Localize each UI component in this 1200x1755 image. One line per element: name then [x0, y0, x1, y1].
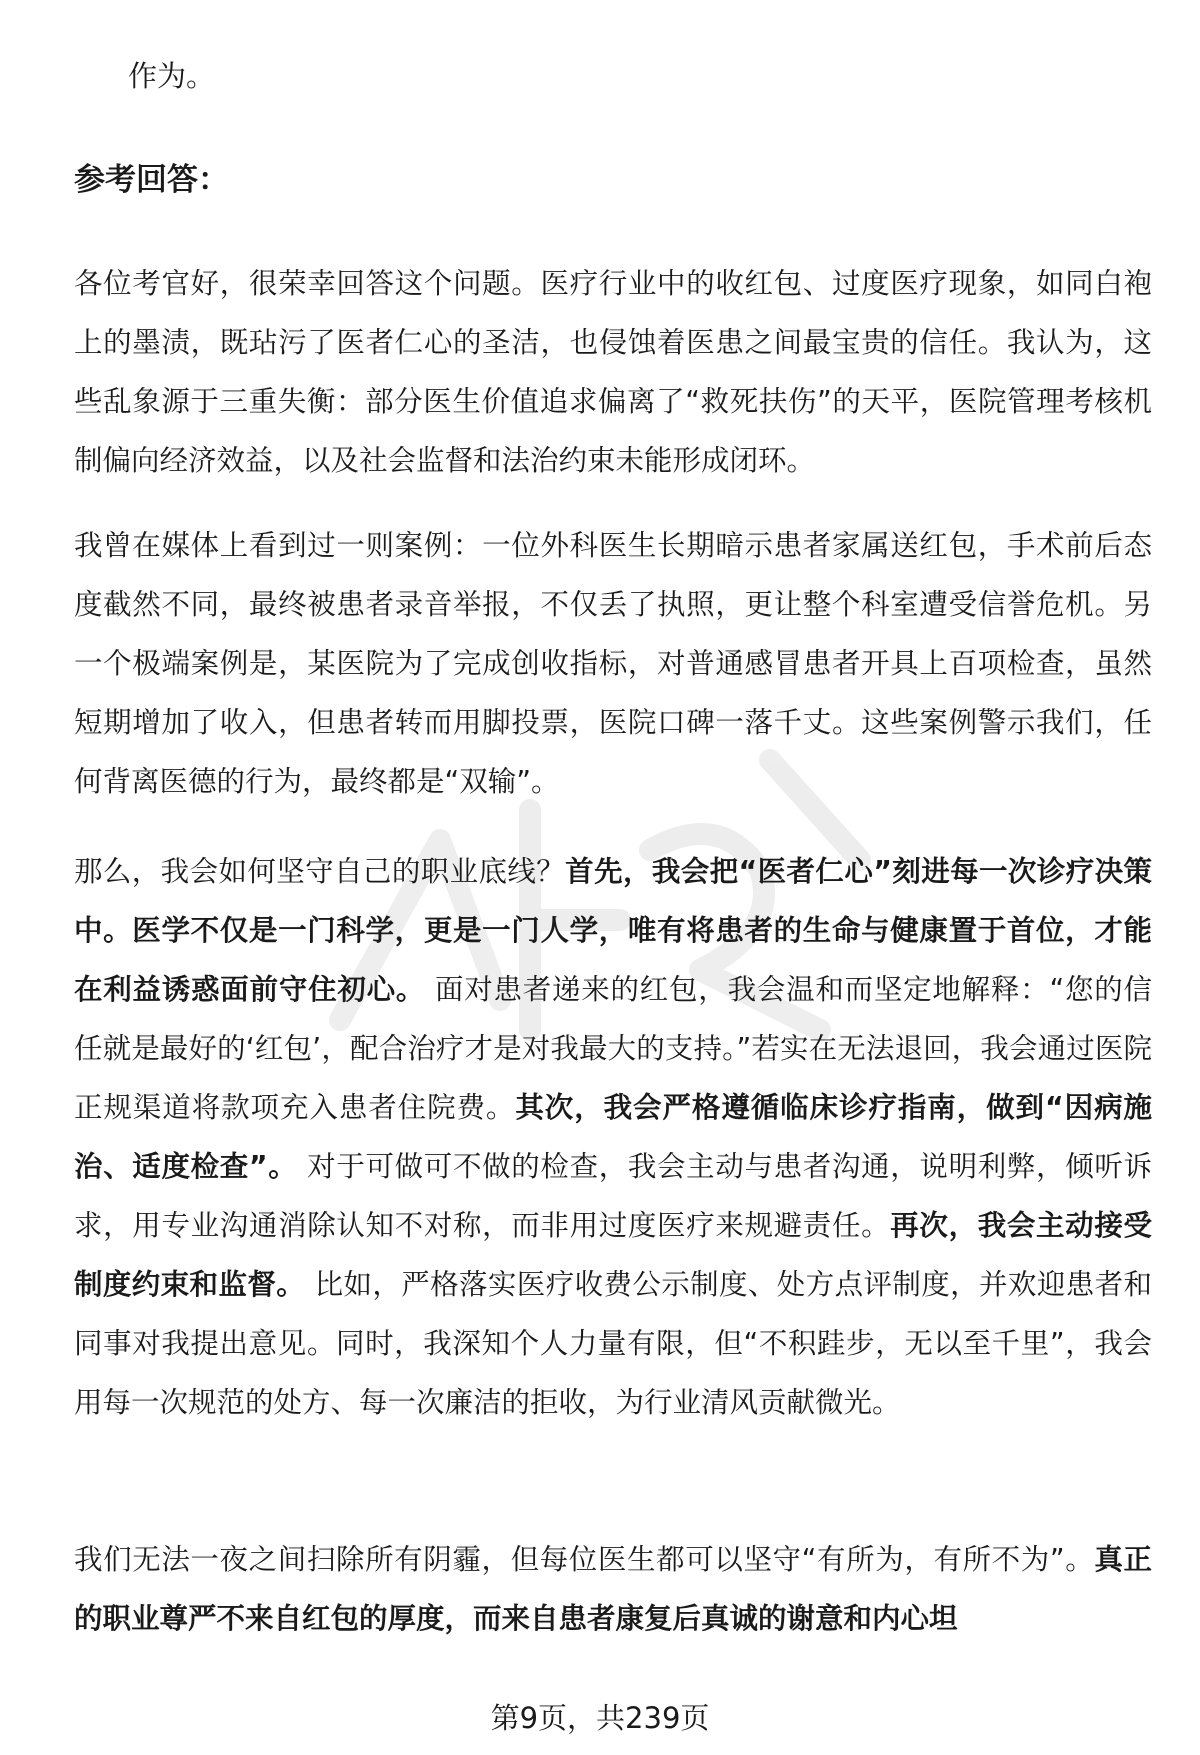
bold-point-first: 首先，我会把“医者仁心”刻进每一次诊疗决策中。医学不仅是一门科学，更是一门人学，唯有将患者的生命与健康置于首位，才能在利益诱惑面前守住初心。 — [74, 855, 1152, 1006]
bold-point-second: 其次，我会严格遵循临床诊疗指南，做到“因病施治、适度检查”。 — [74, 1091, 1152, 1183]
paragraph-text: 比如，严格落实医疗收费公示制度、处方点评制度，并欢迎患者和同事对我提出意见。同时，我深知个人力量有限，但“不积跬步，无以至千里”，我会用每一次规范的处方、每一次廉洁的拒收，为行业清风贡献微光。 — [74, 1268, 1152, 1419]
answer-paragraph-conclusion — [74, 1530, 1152, 1648]
answer-paragraph-intro: 各位考官好，很荣幸回答这个问题。医疗行业中的收红包、过度医疗现象，如同白袍上的墨渍，既玷污了医者仁心的圣洁，也侵蚀着医患之间最宝贵的信任。我认为，这些乱象源于三重失衡：部分医生价值追求偏离了“救死扶伤”的天平，医院管理考核机制偏向经济效益，以及社会监督和法治约束未能形成闭环。 — [74, 267, 1152, 477]
paragraph-text: 那么，我会如何坚守自己的职业底线？ — [74, 855, 566, 888]
answer-paragraph-actions — [74, 842, 1152, 1432]
bold-conclusion: 真正的职业尊严不来自红包的厚度，而来自患者康复后真诚的谢意和内心坦 — [74, 1543, 1152, 1635]
paragraph-text: 对于可做可不做的检查，我会主动与患者沟通，说明利弊，倾听诉求，用专业沟通消除认知不对称，而非用过度医疗来规避责任。 — [74, 1150, 1153, 1242]
page-number-footer: 第9页，共239页 — [490, 1701, 710, 1735]
bold-point-third: 再次，我会主动接受制度约束和监督。 — [74, 1209, 1152, 1301]
paragraph-text: 面对患者递来的红包，我会温和而坚定地解释：“您的信任就是最好的‘红包’，配合治疗才是对我最大的支持。”若实在无法退回，我会通过医院正规渠道将款项充入患者住院费。 — [74, 973, 1152, 1124]
continuation-text: 作为。 — [128, 59, 216, 93]
answer-paragraph-cases: 我曾在媒体上看到过一则案例：一位外科医生长期暗示患者家属送红包，手术前后态度截然不同，最终被患者录音举报，不仅丢了执照，更让整个科室遭受信誉危机。另一个极端案例是，某医院为了完成创收指标，对普通感冒患者开具上百项检查，虽然短期增加了收入，但患者转而用脚投票，医院口碑一落千丈。这些案例警示我们，任何背离医德的行为，最终都是“双输”。 — [74, 529, 1152, 798]
section-heading: 参考回答： — [74, 162, 229, 198]
paragraph-text: 我们无法一夜之间扫除所有阴霾，但每位医生都可以坚守“有所为，有所不为”。 — [74, 1543, 1095, 1576]
